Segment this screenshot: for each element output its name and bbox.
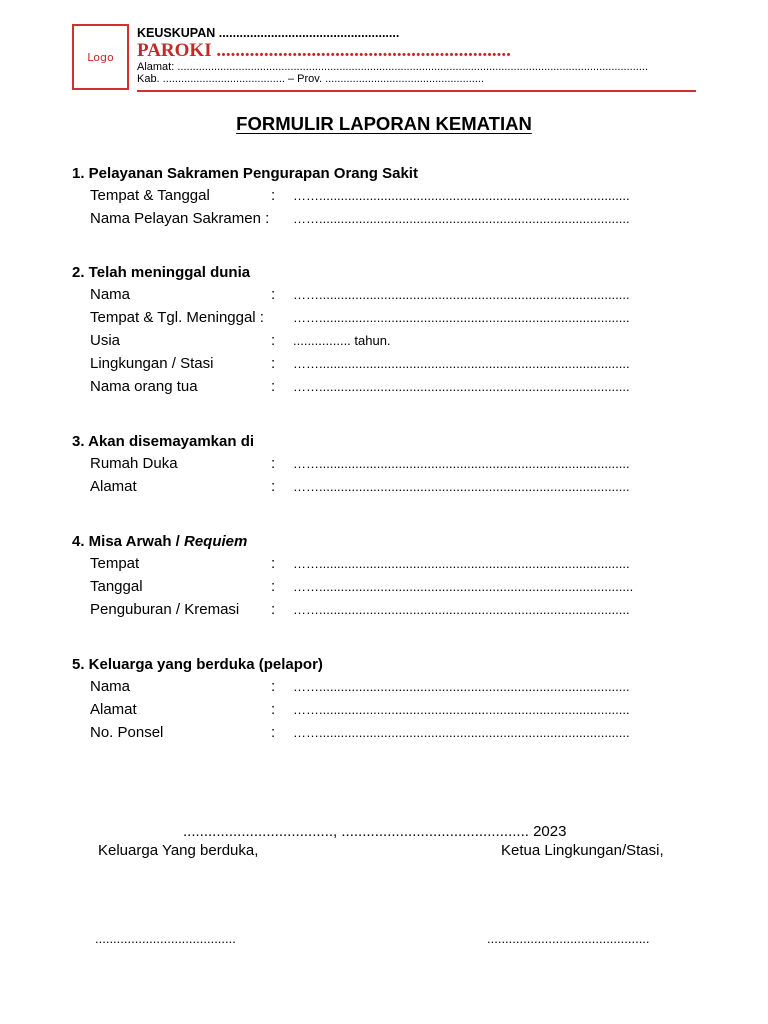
field-blank[interactable]: ……...................................................................................... [293,456,630,471]
field-label: Nama orang tua [90,378,198,395]
field-colon: : [271,601,276,618]
field-colon: : [271,555,276,572]
field-blank[interactable]: ……...................................................................................... [293,287,630,302]
field-row [72,207,702,230]
field-row [72,375,702,398]
field-row [72,475,702,498]
field-colon: : [271,578,276,595]
signature-family-label: Keluarga Yang berduka, [98,842,259,859]
field-row [72,675,702,698]
field-label: No. Ponsel [90,724,164,741]
field-blank[interactable]: ……...................................................................................... [293,679,630,694]
field-blank[interactable]: ……...................................................................................... [293,310,630,325]
field-colon: : [271,355,276,372]
signature-family-line[interactable]: ....................................... [95,931,236,946]
field-blank[interactable]: ……...................................................................................... [293,379,630,394]
logo-label: Logo [87,50,114,64]
field-blank[interactable]: ……...................................................................................... [293,602,630,617]
section-heading-italic: Requiem [183,533,248,550]
section-sakramen [72,164,702,230]
field-label: Rumah Duka [90,455,178,472]
header-divider [137,90,696,92]
field-colon: : [271,724,276,741]
field-colon: : [271,478,276,495]
field-row [72,598,702,621]
field-blank[interactable]: ……...................................................................................... [293,556,630,571]
field-row [72,184,702,207]
logo-placeholder [72,24,129,90]
section-heading: 3. Akan disemayamkan di [72,433,255,450]
field-label: Alamat [90,478,137,495]
field-label: Tempat & Tgl. Meninggal : [90,309,264,326]
field-row [72,452,702,475]
field-row [72,352,702,375]
section-heading: 5. Keluarga yang berduka (pelapor) [72,656,323,673]
signature-chair-label: Ketua Lingkungan/Stasi, [501,842,664,859]
field-label: Nama Pelayan Sakramen : [90,210,270,227]
field-row [72,306,702,329]
field-row [72,721,702,744]
field-row [72,698,702,721]
field-label: Nama [90,286,131,303]
field-colon: : [271,455,276,472]
field-row [72,552,702,575]
field-blank[interactable]: ……...................................................................................... [293,702,630,717]
field-blank[interactable]: ……...................................................................................... [293,356,630,371]
section-meninggal [72,263,702,398]
signature-date-line[interactable]: ...................................., ............................................. 2023 [183,823,567,840]
field-label: Lingkungan / Stasi [90,355,214,372]
section-heading: 2. Telah meninggal dunia [72,264,251,281]
field-label: Penguburan / Kremasi [90,601,240,618]
field-label: Nama [90,678,131,695]
paroki-line: PAROKI .............................................................. [137,40,511,61]
alamat-line: Alamat: .......................................................................................................................................................... [137,61,648,73]
field-blank[interactable]: ……...................................................................................... [293,188,630,203]
field-colon: : [271,701,276,718]
field-blank[interactable]: ……....................................................................................... [293,579,634,594]
field-row [72,575,702,598]
section-keluarga [72,655,702,744]
field-blank[interactable]: ……...................................................................................... [293,725,630,740]
field-row [72,329,702,352]
field-colon: : [271,286,276,303]
field-label: Tempat & Tanggal [90,187,210,204]
letterhead [137,26,696,85]
field-colon: : [271,678,276,695]
field-row [72,283,702,306]
signature-chair-line[interactable]: ............................................. [487,931,650,946]
section-heading [72,532,702,552]
field-blank[interactable]: ……...................................................................................... [293,211,630,226]
section-heading-main: 4. Misa Arwah / [72,533,184,550]
keuskupan-line: KEUSKUPAN .................................................... [137,26,400,40]
field-colon: : [271,332,276,349]
kab-prov-line: Kab. ........................................ – Prov. .................................................... [137,73,484,85]
field-label: Usia [90,332,121,349]
field-label: Tanggal [90,578,143,595]
section-misa-arwah [72,532,702,621]
field-colon: : [271,378,276,395]
field-label: Tempat [90,555,140,572]
section-heading: 1. Pelayanan Sakramen Pengurapan Orang Sakit [72,165,418,182]
field-colon: : [271,187,276,204]
field-blank[interactable]: ................ tahun. [293,333,391,348]
field-blank[interactable]: ……...................................................................................... [293,479,630,494]
field-label: Alamat [90,701,137,718]
form-title: FORMULIR LAPORAN KEMATIAN [236,113,532,134]
section-disemayamkan [72,432,702,498]
